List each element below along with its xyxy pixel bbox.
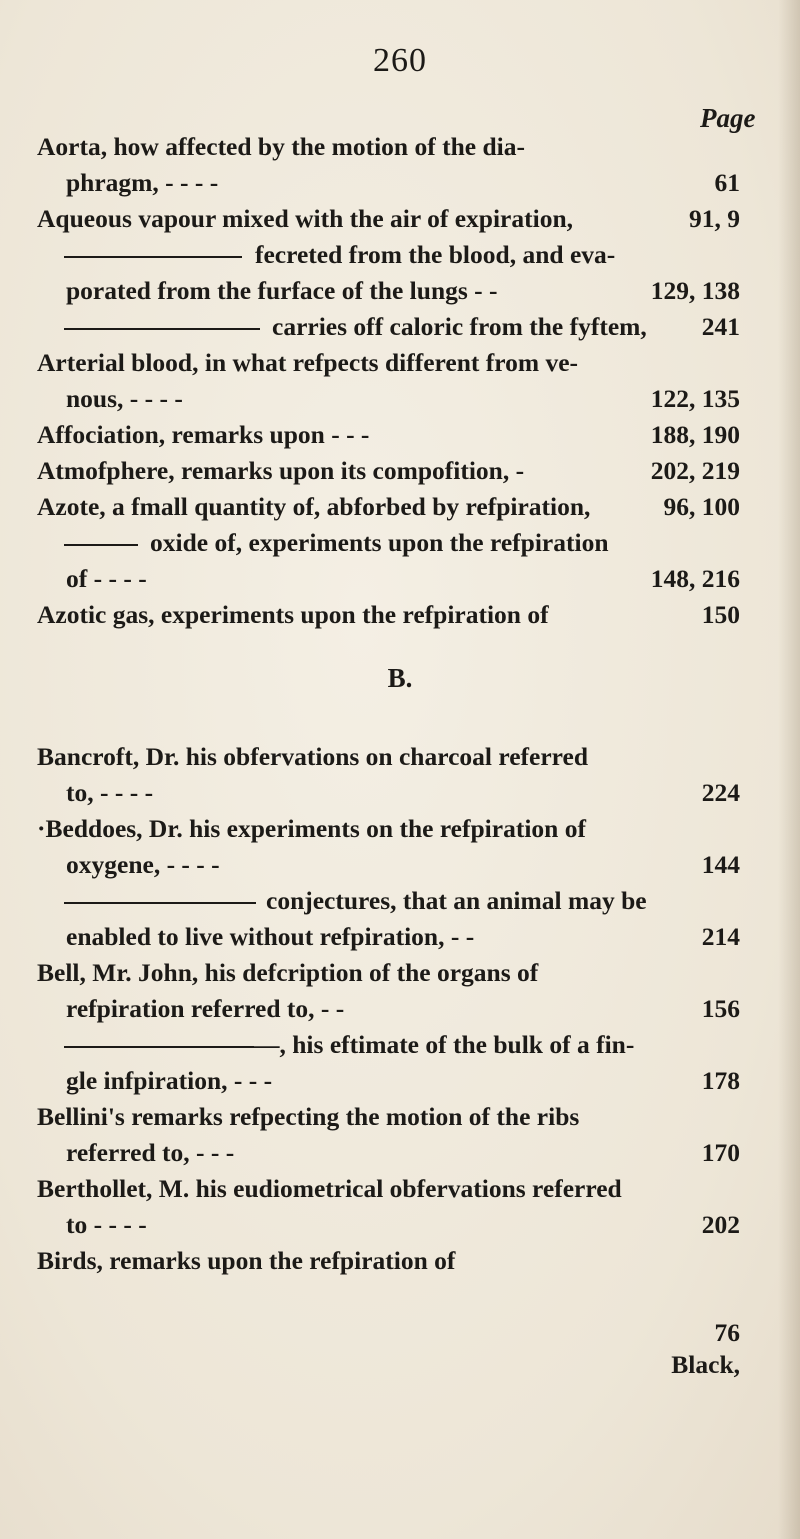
index-entry-pages: 76 bbox=[714, 1318, 740, 1347]
index-entry-pages: 156 bbox=[701, 994, 740, 1023]
index-line bbox=[0, 380, 800, 418]
index-entry-text: fecreted from the blood, and eva- bbox=[255, 240, 616, 269]
index-entry-text: gle infpiration, - - - bbox=[66, 1066, 273, 1095]
index-line bbox=[0, 524, 800, 562]
index-entry-text: oxygene, - - - - bbox=[66, 850, 220, 879]
index-entry-text: to - - - - bbox=[66, 1210, 147, 1239]
index-entry-pages: 224 bbox=[701, 778, 740, 807]
index-line bbox=[0, 1242, 800, 1280]
page-column-heading: Page bbox=[700, 103, 756, 133]
ditto-dash bbox=[64, 256, 242, 258]
index-entry-pages: 178 bbox=[701, 1066, 740, 1095]
ditto-dash bbox=[64, 544, 138, 546]
index-line bbox=[0, 990, 800, 1028]
index-line bbox=[0, 738, 800, 776]
index-entry-pages: 188, 190 bbox=[650, 420, 740, 449]
index-line bbox=[0, 918, 800, 956]
index-entry-pages: 129, 138 bbox=[650, 276, 740, 305]
index-line bbox=[0, 344, 800, 382]
ditto-dash bbox=[64, 1046, 254, 1048]
index-line bbox=[0, 810, 800, 848]
index-line bbox=[0, 846, 800, 884]
index-line bbox=[0, 1026, 800, 1064]
ditto-dash bbox=[64, 328, 260, 330]
index-line bbox=[0, 1062, 800, 1100]
index-line bbox=[0, 488, 800, 526]
index-entry-pages: 148, 216 bbox=[650, 564, 740, 593]
index-entry-text: porated from the furface of the lungs - - bbox=[66, 276, 498, 305]
index-line bbox=[0, 452, 800, 490]
index-entry-pages: 144 bbox=[701, 850, 740, 879]
index-entry-text: Azotic gas, experiments upon the refpiration of bbox=[37, 600, 549, 629]
index-entry-pages: 150 bbox=[701, 600, 740, 629]
index-entry-text: ·Beddoes, Dr. his experiments on the refpiration of bbox=[37, 814, 586, 843]
index-entry-text: Berthollet, M. his eudiometrical obfervations referred bbox=[37, 1174, 622, 1203]
index-entry-pages: 96, 100 bbox=[663, 492, 740, 521]
index-entry-text: of - - - - bbox=[66, 564, 147, 593]
index-line bbox=[0, 164, 800, 202]
index-entry-text: Birds, remarks upon the refpiration of bbox=[37, 1246, 456, 1275]
index-line bbox=[0, 954, 800, 992]
index-entry-text: Arterial blood, in what refpects different from ve- bbox=[37, 348, 579, 377]
index-entry-text: refpiration referred to, - - bbox=[66, 994, 345, 1023]
index-entry-text: Aqueous vapour mixed with the air of expiration, bbox=[37, 204, 574, 233]
ditto-dash bbox=[64, 902, 256, 904]
index-entry-pages: 214 bbox=[701, 922, 740, 951]
index-entry-text: Bancroft, Dr. his obfervations on charcoal referred bbox=[37, 742, 589, 771]
index-entry-pages: 202 bbox=[701, 1210, 740, 1239]
index-entry-text: enabled to live without refpiration, - - bbox=[66, 922, 475, 951]
index-line bbox=[0, 200, 800, 238]
index-entry-text: Affociation, remarks upon - - - bbox=[37, 420, 370, 449]
index-entry-pages: 241 bbox=[701, 312, 740, 341]
index-line bbox=[0, 236, 800, 274]
catchword: Black, bbox=[671, 1350, 740, 1379]
index-entry-text: phragm, - - - - bbox=[66, 168, 219, 197]
index-entry-text: nous, - - - - bbox=[66, 384, 183, 413]
index-entry-pages: 202, 219 bbox=[650, 456, 740, 485]
index-line bbox=[0, 1314, 800, 1352]
index-entry-text: oxide of, experiments upon the refpiration bbox=[150, 528, 609, 557]
index-entry-text: carries off caloric from the fyftem, bbox=[272, 312, 647, 341]
index-entry-text: Azote, a fmall quantity of, abforbed by refpiration, bbox=[37, 492, 591, 521]
index-line bbox=[0, 596, 800, 634]
section-heading: B. bbox=[387, 663, 413, 693]
index-line bbox=[0, 560, 800, 598]
index-line bbox=[0, 1278, 800, 1316]
index-line bbox=[0, 416, 800, 454]
index-line bbox=[0, 1098, 800, 1136]
index-entry-pages: 61 bbox=[714, 168, 740, 197]
index-entry-text: Atmofphere, remarks upon its compofition, - bbox=[37, 456, 525, 485]
index-line bbox=[0, 128, 800, 166]
index-line bbox=[0, 1206, 800, 1244]
index-entry-text: —, his eftimate of the bulk of a fin- bbox=[254, 1030, 635, 1059]
index-line bbox=[0, 774, 800, 812]
index-entry-text: conjectures, that an animal may be bbox=[266, 886, 647, 915]
index-entry-text: Bellini's remarks refpecting the motion of the ribs bbox=[37, 1102, 580, 1131]
index-line bbox=[0, 272, 800, 310]
index-entry-text: Bell, Mr. John, his defcription of the organs of bbox=[37, 958, 539, 987]
index-line bbox=[0, 1134, 800, 1172]
index-line bbox=[0, 882, 800, 920]
index-entry-text: referred to, - - - bbox=[66, 1138, 235, 1167]
index-entry-pages: 170 bbox=[701, 1138, 740, 1167]
index-entry-pages: 91, 9 bbox=[689, 204, 740, 233]
index-entry-text: to, - - - - bbox=[66, 778, 154, 807]
index-line bbox=[0, 308, 800, 346]
page-number: 260 bbox=[373, 42, 427, 79]
index-entry-pages: 122, 135 bbox=[650, 384, 740, 413]
index-line bbox=[0, 1170, 800, 1208]
index-entry-text: Aorta, how affected by the motion of the dia- bbox=[37, 132, 525, 161]
